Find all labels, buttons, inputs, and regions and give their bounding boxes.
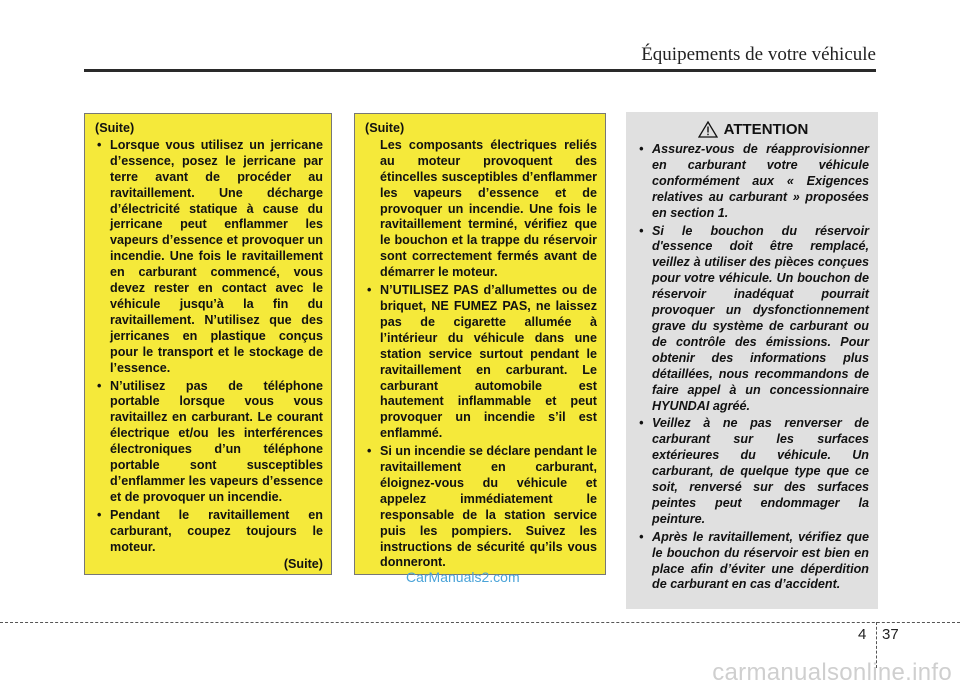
caution-title: ATTENTION [723, 120, 809, 138]
list-item: • Lorsque vous utilisez un jerricane d’essence, posez le jerricane par terre avant de procéder au ravitaillement. Une décharge d’électricité statique à cause du jerricane peut enflammer les vapeurs d’essence et provoquer un incendie. Une fois le ravitaillement en carburant commencé, vous devez rester en contact avec le véhicule jusqu’à la fin du ravitaillement. N’utilisez que des jerricanes en plastique conçus pour le transport et le stockage de l’essence. [95, 138, 323, 377]
warning-list-2 [365, 283, 597, 571]
list-item: • N’UTILISEZ PAS d’allumettes ou de briquet, NE FUMEZ PAS, ne laissez pas de cigarette allumée à l’intérieur du véhicule dans une station service surtout pendant le ravitaillement en carburant. Le carburant automobile est hautement inflammable et peut provoquer un incendie s’il est enflammé. [365, 283, 597, 442]
warning-list-1 [95, 138, 323, 556]
list-item: • Après le ravitaillement, vérifiez que le bouchon du réservoir est bien en place afin d’éviter une déperdition de carburant en cas d’accident. [637, 530, 869, 594]
page-number: 37 [882, 626, 899, 643]
suite-label-bottom: (Suite) [283, 557, 323, 572]
warning-panel-1 [84, 113, 332, 575]
chapter-number: 4 [858, 626, 867, 643]
suite-label-top: (Suite) [95, 121, 135, 135]
caution-heading [637, 121, 869, 138]
list-item: • Veillez à ne pas renverser de carburant sur les surfaces extérieures du véhicule. Un carburant, de quelque type que ce soit, renversé sur des surfaces peintes peut endommager la peinture. [637, 416, 869, 527]
list-item: • Si un incendie se déclare pendant le ravitaillement en carburant, éloignez-vous du véhicule et appelez immédiatement le responsable de la station service puis les pompiers. Suivez les instructions de sécurité qu’ils vous donneront. [365, 444, 597, 571]
warning-intro: Les composants électriques reliés au moteur provoquent des étincelles susceptibles d’enflammer les vapeurs d’essence et de provoquer un incendie. Une fois le ravitaillement terminé, vérifiez que le bouchon et la trappe du réservoir sont correctement fermés avant de démarrer le moteur. [380, 137, 597, 280]
caution-list [637, 142, 869, 593]
list-item: • Si le bouchon du réservoir d'essence doit être remplacé, veillez à utiliser des pièces conçues pour votre véhicule. Un bouchon de réservoir inadéquat pourrait provoquer un dysfonctionnement grave du système de carburant ou de contrôle des émissions. Pour obtenir des informations plus détaillées, nous recommandons de faire appel à un concessionnaire HYUNDAI agréé. [637, 224, 869, 415]
suite-label-top: (Suite) [365, 121, 405, 135]
section-title: Équipements de votre véhicule [641, 44, 876, 65]
footer-rule [0, 622, 960, 623]
header-rule [84, 69, 876, 72]
site-watermark: carmanualsonline.info [712, 659, 952, 686]
caution-panel [626, 112, 878, 609]
watermark-link[interactable]: CarManuals2.com [406, 569, 520, 585]
warning-panel-2 [354, 113, 606, 575]
warning-triangle-icon [698, 121, 718, 138]
list-item: • Assurez-vous de réapprovisionner en carburant votre véhicule conformément aux « Exigences relatives au carburant » proposées en section 1. [637, 142, 869, 222]
list-item: • N’utilisez pas de téléphone portable lorsque vous vous ravitaillez en carburant. Le courant électrique et/ou les interférences électroniques d’un téléphone portable sont susceptibles d’enflammer les vapeurs d’essence et de provoquer un incendie. [95, 379, 323, 506]
list-item: • Pendant le ravitaillement en carburant, coupez toujours le moteur. [95, 508, 323, 556]
